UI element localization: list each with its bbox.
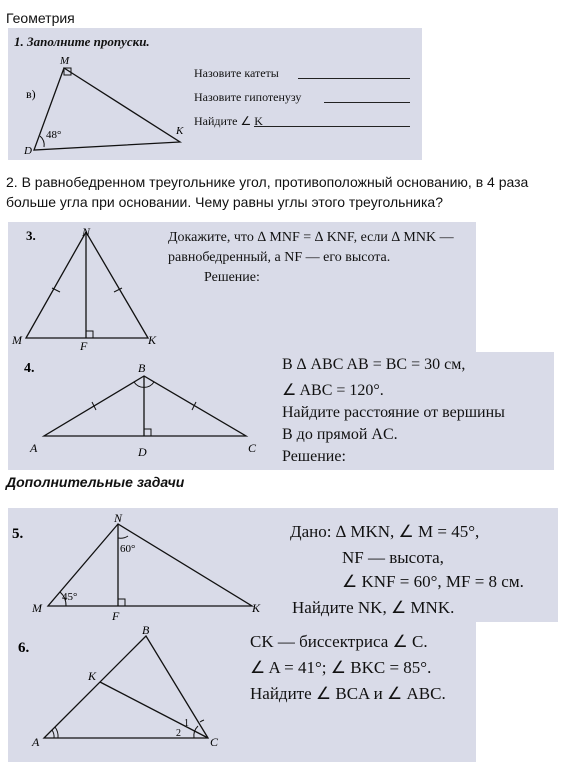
right-angle-mark — [144, 429, 151, 436]
vertex-a: A — [32, 735, 40, 749]
vertex-d: D — [24, 145, 32, 157]
vertex-n: N — [82, 225, 91, 239]
angle-arc — [40, 136, 44, 147]
angle-2-label: 2 — [176, 728, 181, 739]
task3-scan — [8, 222, 476, 352]
vertex-k: K — [176, 125, 184, 137]
vertex-m: M — [32, 601, 42, 615]
vertex-m: M — [12, 333, 22, 347]
task5-line-3: ∠ KNF = 60°, MF = 8 см. — [342, 572, 524, 591]
task3-number: 3. — [26, 228, 36, 243]
angle-label: 48° — [46, 129, 62, 141]
page-title: Геометрия — [6, 10, 75, 26]
triangle-mnk — [26, 232, 148, 338]
vertex-b: B — [138, 361, 146, 375]
angle-arc-n — [118, 536, 128, 538]
task6-number: 6. — [18, 640, 30, 656]
answer-blank-hypotenuse[interactable] — [324, 102, 410, 103]
task5-number: 5. — [12, 526, 24, 542]
vertex-m: M — [60, 55, 70, 67]
task6-scan — [8, 622, 476, 762]
vertex-f: F — [112, 609, 120, 622]
task4-line-1: В ∆ ABC AB = BC = 30 см, — [282, 356, 466, 373]
task3-line-2: равнобедренный, а NF — его высота. — [168, 250, 391, 265]
extra-tasks-title: Дополнительные задачи — [6, 474, 185, 490]
vertex-n: N — [114, 511, 123, 525]
task4-number: 4. — [24, 361, 35, 376]
vertex-a: A — [30, 441, 38, 455]
task5-scan — [8, 508, 558, 622]
task6-line-1: CK — биссектриса ∠ C. — [250, 632, 428, 651]
task3-solution: Решение: — [204, 270, 260, 285]
task4-line-2: ∠ ABC = 120°. — [282, 382, 384, 399]
right-angle-mark — [118, 599, 125, 606]
answer-blank-legs[interactable] — [298, 78, 410, 79]
task1-line-legs: Назовите катеты — [194, 66, 279, 80]
task4-solution: Решение: — [282, 448, 346, 465]
vertex-d: D — [138, 445, 147, 459]
angle-n-label: 60° — [120, 543, 136, 555]
task3-triangle-figure — [8, 222, 178, 352]
tick-ab — [92, 402, 96, 410]
right-angle-mark — [86, 331, 93, 338]
vertex-b: B — [142, 623, 150, 637]
angle-arc-a2 — [55, 727, 58, 738]
task5-line-2: NF — высота, — [342, 548, 444, 567]
task4-triangle-figure — [8, 352, 278, 470]
vertex-f: F — [80, 339, 88, 352]
vertex-k: K — [252, 601, 261, 615]
vertex-c: C — [248, 441, 257, 455]
task1-scan — [8, 28, 422, 160]
task1-line-hypotenuse: Назовите гипотенузу — [194, 90, 302, 104]
bisector-ck — [100, 682, 208, 738]
task4-line-4: B до прямой AC. — [282, 426, 398, 443]
task2-text: 2. В равнобедренном треугольнике угол, противоположный основанию, в 4 раза больше угла при основании. Чему равны углы этого треугольника? — [6, 174, 529, 210]
vertex-k: K — [148, 333, 157, 347]
task5-line-1: Дано: ∆ MKN, ∠ M = 45°, — [290, 522, 480, 541]
task1-line-angle: Найдите ∠ K — [194, 114, 263, 128]
task5-triangle-figure — [8, 508, 278, 622]
task1-triangle-figure — [8, 50, 188, 160]
task4-scan — [8, 352, 554, 470]
vertex-c: C — [210, 735, 219, 749]
task5-line-4: Найдите NK, ∠ MNK. — [292, 598, 455, 617]
angle-arc-c2 — [200, 720, 204, 722]
task6-line-3: Найдите ∠ BCA и ∠ ABC. — [250, 684, 446, 703]
task6-line-2: ∠ A = 41°; ∠ BKC = 85°. — [250, 658, 432, 677]
task4-line-3: Найдите расстояние от вершины — [282, 404, 505, 421]
angle-m-label: 45° — [62, 591, 78, 603]
vertex-k: K — [88, 669, 97, 683]
task3-line-1: Докажите, что ∆ MNF = ∆ KNF, если ∆ MNK — — [168, 230, 454, 245]
angle-arc-a — [52, 730, 54, 738]
task6-triangle-figure — [8, 622, 248, 762]
triangle-mkn — [48, 524, 252, 606]
answer-blank-angle[interactable] — [254, 126, 410, 127]
angle-1-label: 1 — [184, 718, 189, 729]
variant-label: в) — [26, 87, 36, 101]
task1-header: 1. Заполните пропуски. — [14, 34, 150, 49]
triangle-abc — [44, 376, 246, 436]
